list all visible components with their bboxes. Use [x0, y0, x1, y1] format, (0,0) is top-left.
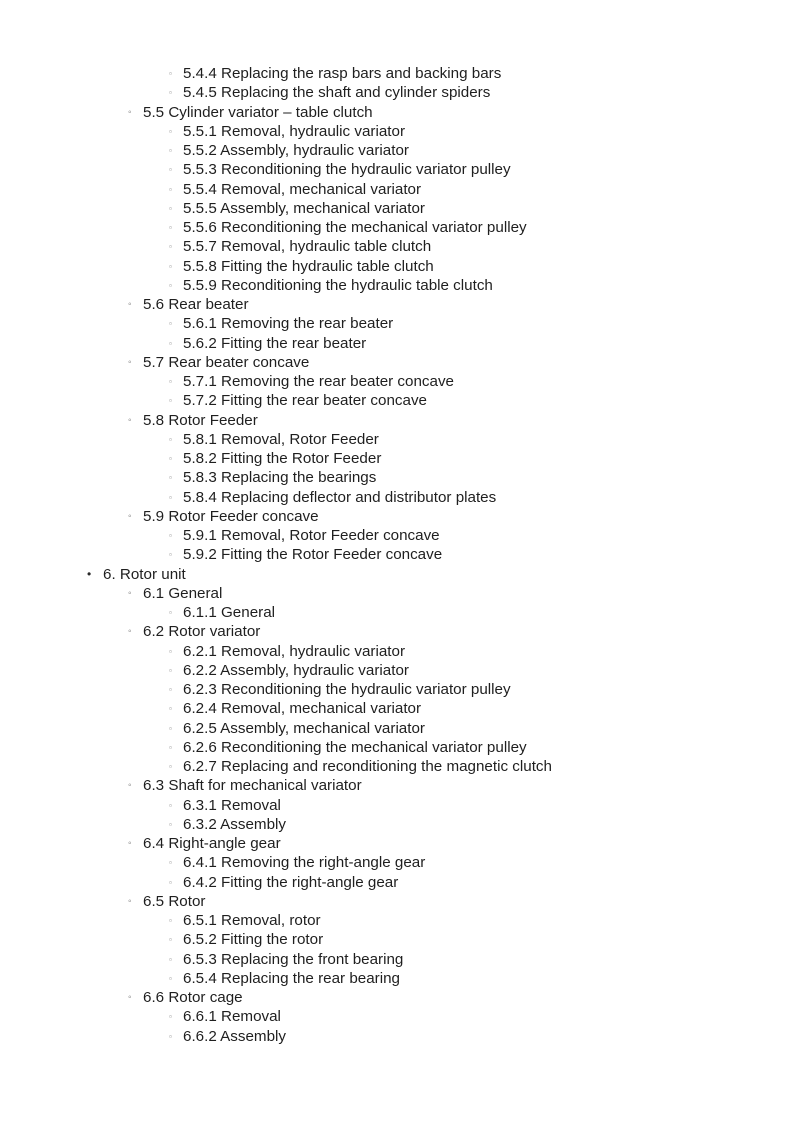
square-bullet-icon: ▫: [169, 954, 172, 964]
toc-item-label: 6.6.1 Removal: [183, 1008, 281, 1026]
square-bullet-icon: ▫: [169, 280, 172, 290]
square-bullet-icon: ▫: [169, 550, 172, 560]
toc-item-label: 6.5.4 Replacing the rear bearing: [183, 969, 400, 987]
toc-subsection-item: [0, 719, 794, 738]
toc-item-label: 6.2.1 Removal, hydraulic variator: [183, 642, 406, 660]
toc-item-label: 5.5.7 Removal, hydraulic table clutch: [183, 238, 432, 256]
toc-item-label: 6.4.2 Fitting the right-angle gear: [183, 873, 399, 891]
square-bullet-icon: ▫: [169, 69, 172, 78]
toc-item-label: 6.5 Rotor: [143, 892, 206, 910]
toc-subsection-item: [0, 757, 794, 776]
toc-item-label: 6.1.1 General: [183, 604, 276, 621]
toc-subsection-item: [0, 642, 794, 661]
hollow-bullet-icon: ◦: [128, 838, 132, 849]
toc-item-label: 5.6.1 Removing the rear beater: [183, 315, 394, 333]
toc-item-label: 5.5.2 Assembly, hydraulic variator: [183, 142, 409, 159]
square-bullet-icon: ▫: [169, 473, 172, 483]
toc-subsection-item: [0, 218, 794, 237]
toc-item-label: 5.7.1 Removing the rear beater concave: [183, 373, 455, 390]
square-bullet-icon: ▫: [169, 800, 172, 810]
toc-subsection-item: [0, 237, 794, 256]
toc-item-label: 6.1 General: [143, 584, 223, 602]
square-bullet-icon: ▫: [169, 242, 172, 252]
square-bullet-icon: ▫: [169, 261, 172, 271]
toc-item-label: 5.8.4 Replacing deflector and distributor plates: [183, 488, 497, 506]
toc-item-label: 6.6 Rotor cage: [143, 989, 243, 1006]
toc-item-label: 5.5 Cylinder variator – table clutch: [143, 103, 373, 121]
table-of-contents: [0, 64, 794, 1046]
toc-section-item: [0, 353, 794, 372]
toc-subsection-item: [0, 199, 794, 218]
toc-subsection-item: [0, 391, 794, 410]
toc-subsection-item: [0, 372, 794, 391]
hollow-bullet-icon: ◦: [128, 356, 132, 368]
toc-subsection-item: [0, 853, 794, 872]
toc-item-label: 6.2.4 Removal, mechanical variator: [183, 700, 422, 718]
toc-item-label: 6.4 Right-angle gear: [143, 835, 281, 852]
toc-item-label: 5.4.5 Replacing the shaft and cylinder spiders: [183, 84, 491, 102]
toc-item-label: 6.2.2 Assembly, hydraulic variator: [183, 661, 409, 679]
toc-item-label: 6.6.2 Assembly: [183, 1027, 286, 1045]
square-bullet-icon: ▫: [169, 377, 172, 386]
toc-item-label: 5.9.2 Fitting the Rotor Feeder concave: [183, 546, 443, 564]
toc-item-label: 5.8.2 Fitting the Rotor Feeder: [183, 450, 382, 467]
toc-item-label: 5.9 Rotor Feeder concave: [143, 507, 319, 525]
toc-section-item: [0, 988, 794, 1007]
toc-subsection-item: [0, 334, 794, 353]
toc-subsection-item: [0, 180, 794, 199]
toc-subsection-item: [0, 64, 794, 83]
square-bullet-icon: ▫: [169, 531, 172, 540]
square-bullet-icon: ▫: [169, 396, 172, 406]
toc-subsection-item: [0, 141, 794, 160]
toc-section-item: [0, 892, 794, 911]
toc-item-label: 6.2.6 Reconditioning the mechanical variator pulley: [183, 738, 527, 756]
square-bullet-icon: ▫: [169, 762, 172, 771]
toc-subsection-item: [0, 122, 794, 141]
toc-subsection-item: [0, 257, 794, 276]
toc-item-label: 5.8 Rotor Feeder: [143, 411, 258, 429]
bullet-icon: •: [87, 566, 92, 581]
toc-item-label: 6.2.5 Assembly, mechanical variator: [183, 719, 425, 737]
toc-subsection-item: [0, 83, 794, 102]
square-bullet-icon: ▫: [169, 608, 172, 617]
hollow-bullet-icon: ◦: [128, 106, 132, 118]
toc-subsection-item: [0, 526, 794, 545]
square-bullet-icon: ▫: [169, 973, 172, 983]
square-bullet-icon: ▫: [169, 338, 172, 348]
toc-subsection-item: [0, 160, 794, 179]
toc-section-item: [0, 507, 794, 526]
toc-section-item: [0, 584, 794, 603]
toc-item-label: 6.5.1 Removal, rotor: [183, 912, 321, 929]
toc-subsection-item: [0, 815, 794, 834]
hollow-bullet-icon: ◦: [128, 510, 132, 522]
toc-item-label: 6.2.3 Reconditioning the hydraulic variator pulley: [183, 681, 511, 698]
toc-item-label: 5.7 Rear beater concave: [143, 353, 310, 371]
square-bullet-icon: ▫: [169, 1012, 172, 1022]
square-bullet-icon: ▫: [169, 165, 172, 175]
square-bullet-icon: ▫: [169, 454, 172, 463]
hollow-bullet-icon: ◦: [128, 299, 132, 310]
toc-subsection-item: [0, 873, 794, 892]
square-bullet-icon: ▫: [169, 146, 172, 155]
toc-subsection-item: [0, 969, 794, 988]
toc-subsection-item: [0, 488, 794, 507]
hollow-bullet-icon: ◦: [128, 895, 132, 907]
square-bullet-icon: ▫: [169, 935, 172, 945]
square-bullet-icon: ▫: [169, 819, 172, 829]
toc-subsection-item: [0, 1027, 794, 1046]
toc-item-label: 5.5.3 Reconditioning the hydraulic variator pulley: [183, 161, 511, 179]
toc-item-label: 5.5.1 Removal, hydraulic variator: [183, 122, 406, 140]
toc-subsection-item: [0, 950, 794, 969]
square-bullet-icon: ▫: [169, 319, 172, 329]
toc-item-label: 6.4.1 Removing the right-angle gear: [183, 854, 426, 872]
toc-section-item: [0, 776, 794, 795]
toc-item-label: 6.2.7 Replacing and reconditioning the magnetic clutch: [183, 758, 552, 775]
square-bullet-icon: ▫: [169, 646, 172, 656]
square-bullet-icon: ▫: [169, 1031, 172, 1041]
toc-item-label: 5.5.5 Assembly, mechanical variator: [183, 199, 425, 217]
square-bullet-icon: ▫: [169, 877, 172, 887]
toc-item-label: 6.5.3 Replacing the front bearing: [183, 950, 404, 968]
toc-subsection-item: [0, 1007, 794, 1026]
toc-subsection-item: [0, 738, 794, 757]
toc-item-label: 5.8.1 Removal, Rotor Feeder: [183, 430, 379, 448]
square-bullet-icon: ▫: [169, 88, 172, 98]
toc-item-label: 5.5.6 Reconditioning the mechanical variator pulley: [183, 219, 527, 236]
toc-subsection-item: [0, 680, 794, 699]
toc-item-label: 5.5.8 Fitting the hydraulic table clutch: [183, 257, 434, 275]
square-bullet-icon: ▫: [169, 434, 172, 444]
hollow-bullet-icon: ◦: [128, 587, 132, 599]
toc-subsection-item: [0, 468, 794, 487]
toc-subsection-item: [0, 661, 794, 680]
square-bullet-icon: ▫: [169, 492, 172, 502]
square-bullet-icon: ▫: [169, 916, 172, 925]
toc-item-label: 5.5.4 Removal, mechanical variator: [183, 180, 422, 198]
toc-item-label: 6.3.1 Removal: [183, 796, 281, 814]
toc-subsection-item: [0, 276, 794, 295]
square-bullet-icon: ▫: [169, 685, 172, 694]
toc-subsection-item: [0, 449, 794, 468]
toc-item-label: 5.8.3 Replacing the bearings: [183, 469, 377, 487]
toc-subsection-item: [0, 911, 794, 930]
toc-section-item: [0, 103, 794, 122]
square-bullet-icon: ▫: [169, 203, 172, 213]
toc-item-label: 6. Rotor unit: [103, 565, 186, 583]
hollow-bullet-icon: ◦: [128, 626, 132, 638]
toc-subsection-item: [0, 430, 794, 449]
toc-subsection-item: [0, 603, 794, 622]
toc-item-label: 6.2 Rotor variator: [143, 623, 261, 641]
toc-subsection-item: [0, 699, 794, 718]
toc-section-item: [0, 622, 794, 641]
square-bullet-icon: ▫: [169, 184, 172, 194]
toc-item-label: 6.3 Shaft for mechanical variator: [143, 777, 362, 795]
toc-section-item: [0, 834, 794, 853]
square-bullet-icon: ▫: [169, 858, 172, 868]
toc-subsection-item: [0, 930, 794, 949]
toc-item-label: 6.3.2 Assembly: [183, 815, 286, 833]
toc-subsection-item: [0, 314, 794, 333]
square-bullet-icon: ▫: [169, 665, 172, 675]
square-bullet-icon: ▫: [169, 742, 172, 752]
hollow-bullet-icon: ◦: [128, 780, 132, 792]
square-bullet-icon: ▫: [169, 223, 172, 232]
square-bullet-icon: ▫: [169, 126, 172, 136]
square-bullet-icon: ▫: [169, 704, 172, 714]
square-bullet-icon: ▫: [169, 723, 172, 733]
toc-subsection-item: [0, 796, 794, 815]
toc-item-label: 6.5.2 Fitting the rotor: [183, 931, 324, 949]
toc-chapter-item: [0, 565, 794, 584]
toc-section-item: [0, 295, 794, 314]
toc-subsection-item: [0, 545, 794, 564]
toc-item-label: 5.7.2 Fitting the rear beater concave: [183, 392, 427, 410]
toc-item-label: 5.5.9 Reconditioning the hydraulic table clutch: [183, 276, 493, 294]
toc-item-label: 5.4.4 Replacing the rasp bars and backing bars: [183, 65, 502, 82]
toc-item-label: 5.9.1 Removal, Rotor Feeder concave: [183, 527, 440, 544]
toc-item-label: 5.6.2 Fitting the rear beater: [183, 334, 367, 352]
toc-item-label: 5.6 Rear beater: [143, 296, 249, 313]
hollow-bullet-icon: ◦: [128, 992, 132, 1003]
hollow-bullet-icon: ◦: [128, 414, 132, 426]
toc-section-item: [0, 411, 794, 430]
